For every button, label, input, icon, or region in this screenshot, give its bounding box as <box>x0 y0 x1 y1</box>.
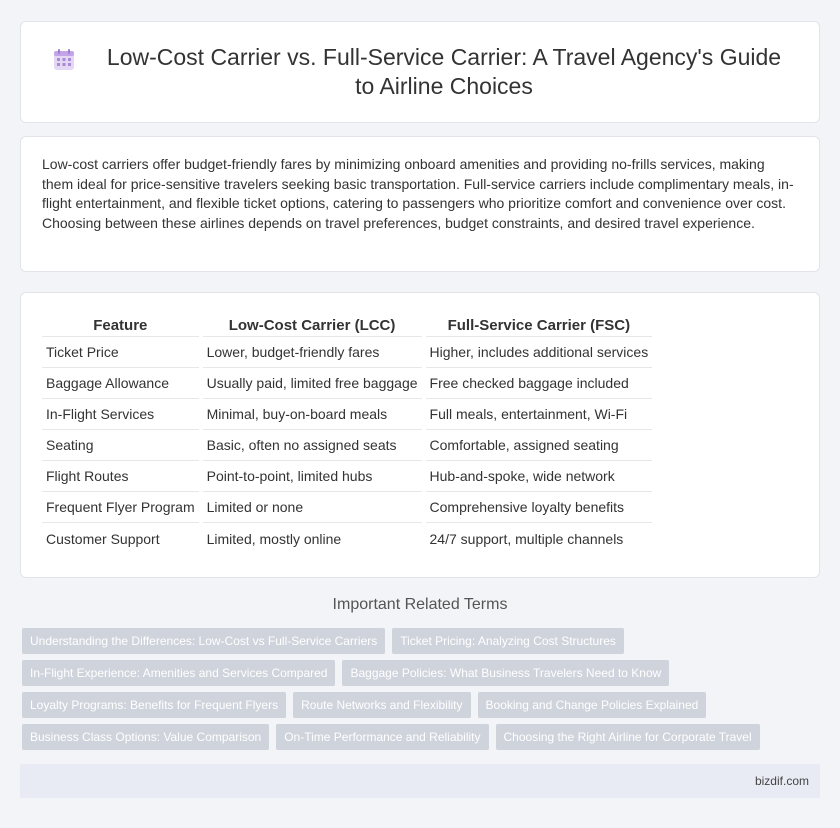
related-terms-tags <box>22 628 812 756</box>
header-fsc: Full-Service Carrier (FSC) <box>426 315 653 337</box>
feature-cell: In-Flight Services <box>42 399 199 430</box>
feature-cell: Customer Support <box>46 530 160 547</box>
table-row <box>42 492 652 523</box>
related-tag[interactable]: Loyalty Programs: Benefits for Frequent Flyers <box>22 692 286 718</box>
table-header-row <box>42 315 652 337</box>
related-tag[interactable]: Choosing the Right Airline for Corporate Travel <box>496 724 760 750</box>
related-terms-title: Important Related Terms <box>332 596 508 613</box>
related-tag[interactable]: Booking and Change Policies Explained <box>478 692 707 718</box>
related-tag[interactable]: Baggage Policies: What Business Travelers Need to Know <box>342 660 669 686</box>
footer <box>20 764 820 798</box>
lcc-cell: Basic, often no assigned seats <box>203 430 422 461</box>
related-tag[interactable]: Business Class Options: Value Comparison <box>22 724 269 750</box>
intro-card <box>20 136 820 272</box>
table-row <box>42 337 652 368</box>
fsc-cell: Higher, includes additional services <box>426 337 653 368</box>
table-row <box>42 523 652 554</box>
lcc-cell: Usually paid, limited free baggage <box>203 368 422 399</box>
table-row <box>42 430 652 461</box>
feature-cell: Frequent Flyer Program <box>42 492 199 523</box>
related-tag[interactable]: In-Flight Experience: Amenities and Services Compared <box>22 660 335 686</box>
related-tag[interactable]: Route Networks and Flexibility <box>293 692 470 718</box>
lcc-cell: Limited, mostly online <box>206 530 342 547</box>
fsc-cell: Free checked baggage included <box>426 368 653 399</box>
title-wrap <box>51 43 789 101</box>
fsc-cell: 24/7 support, multiple channels <box>429 530 624 547</box>
feature-cell: Seating <box>42 430 199 461</box>
fsc-cell: Comprehensive loyalty benefits <box>426 492 653 523</box>
table-row <box>42 368 652 399</box>
footer-brand: bizdif.com <box>754 774 809 788</box>
header-feature: Feature <box>42 315 199 337</box>
fsc-cell: Hub-and-spoke, wide network <box>426 461 653 492</box>
page-title: Low-Cost Carrier vs. Full-Service Carrier: A Travel Agency's Guide to Airline Choices <box>106 44 782 99</box>
related-tag[interactable]: Understanding the Differences: Low-Cost vs Full-Service Carriers <box>22 628 385 654</box>
comparison-card <box>20 292 820 578</box>
feature-cell: Baggage Allowance <box>42 368 199 399</box>
fsc-cell: Full meals, entertainment, Wi-Fi <box>426 399 653 430</box>
table-row <box>42 461 652 492</box>
header-lcc: Low-Cost Carrier (LCC) <box>203 315 422 337</box>
lcc-cell: Minimal, buy-on-board meals <box>203 399 422 430</box>
lcc-cell: Point-to-point, limited hubs <box>203 461 422 492</box>
intro-text: Low-cost carriers offer budget-friendly fares by minimizing onboard amenities and providing no-frills services, making them ideal for price-sensitive travelers seeking basic transportation. Full-service carriers include complimentary meals, in-flight entertainment, and flexible ticket options, catering to passengers who prioritize comfort and convenience over cost. Choosing between these airlines depends on travel preferences, budget constraints, and desired travel experience. <box>42 156 794 231</box>
related-tag[interactable]: Ticket Pricing: Analyzing Cost Structures <box>392 628 624 654</box>
related-tag[interactable]: On-Time Performance and Reliability <box>276 724 488 750</box>
table-row <box>42 399 652 430</box>
header-card <box>20 21 820 123</box>
feature-cell: Flight Routes <box>42 461 199 492</box>
calendar-icon <box>51 47 77 73</box>
feature-cell: Ticket Price <box>42 337 199 368</box>
fsc-cell: Comfortable, assigned seating <box>426 430 653 461</box>
lcc-cell: Lower, budget-friendly fares <box>203 337 422 368</box>
lcc-cell: Limited or none <box>203 492 422 523</box>
comparison-table <box>38 315 656 554</box>
